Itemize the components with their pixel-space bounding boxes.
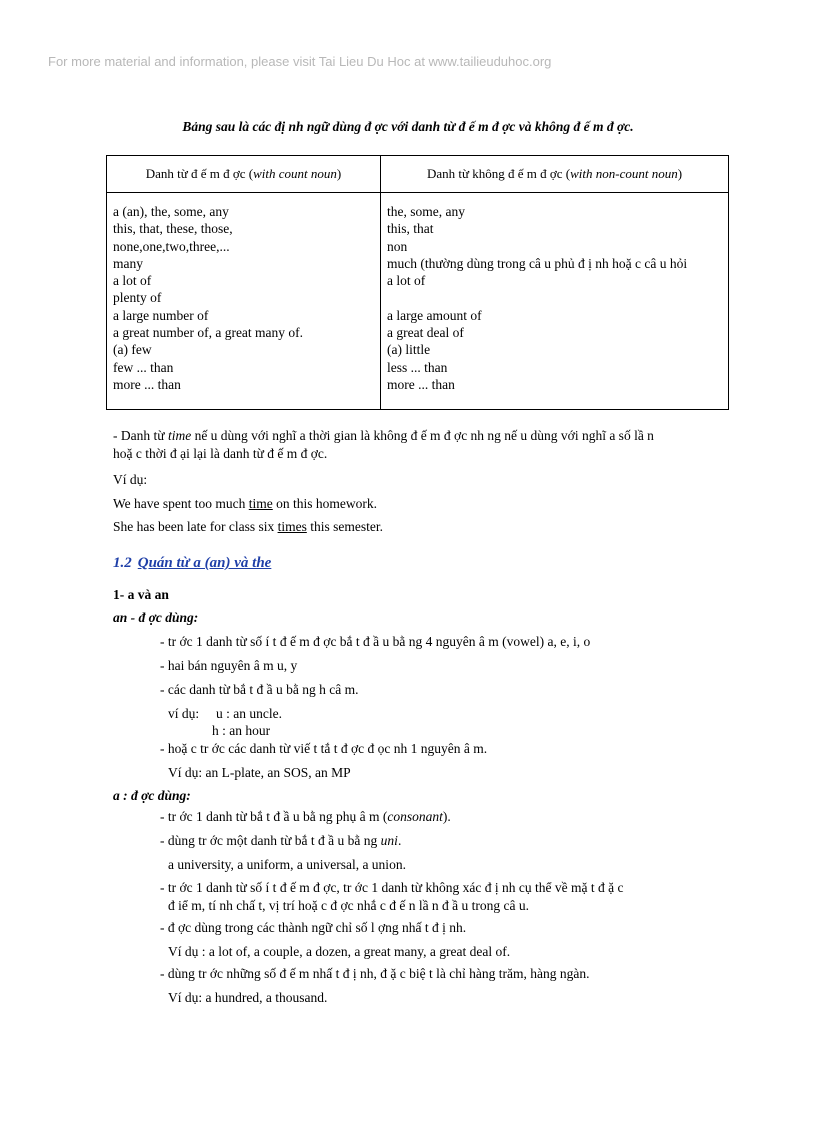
example-label: ví dụ: <box>168 706 200 721</box>
example-line: h : an hour <box>212 723 271 738</box>
a-usage-item-4: - đ ợc dùng trong các thành ngữ chỉ số l ợng nhấ t đ ị nh. <box>160 920 467 935</box>
determiner-table <box>106 155 729 410</box>
list-item: plenty of <box>113 290 162 306</box>
subheading-a-an: 1- a và an <box>113 587 169 602</box>
list-item: few ... than <box>113 359 174 375</box>
non-count-noun-cell <box>381 193 729 410</box>
section-heading <box>113 555 271 572</box>
header-count-noun: Danh từ đ ế m đ ợc (with count noun) <box>107 156 381 193</box>
table-header-row <box>107 156 729 193</box>
a-usage-item-3-cont: đ iể m, tí nh chấ t, vị trí hoặ c đ ợc nhắ c đ ế n lầ n đ ầ u trong câ u. <box>168 898 530 913</box>
list-item: (a) little <box>387 342 431 358</box>
note-time-line-2: hoặ c thời đ ại lại là danh từ đ ế m đ ợc. <box>113 446 328 461</box>
an-usage-item-4: - hoặ c tr ớc các danh từ viế t tắ t đ ợc đ ọc nh 1 nguyên â m. <box>160 741 488 756</box>
table-row <box>107 193 729 410</box>
count-noun-cell <box>107 193 381 410</box>
header-note: For more material and information, please visit Tai Lieu Du Hoc at www.tailieuduhoc.org <box>48 54 552 69</box>
example-label: Ví dụ: <box>113 472 148 487</box>
list-item: much (thường dùng trong câ u phủ đ ị nh hoặ c câ u hỏi <box>387 255 688 271</box>
a-usage-item-2: - dùng tr ớc một danh từ bắ t đ ầ u bằ ng uni. <box>160 833 402 848</box>
list-item: more ... than <box>113 376 181 392</box>
section-number: 1.2 <box>113 555 132 571</box>
note-time-line-1: - Danh từ time nế u dùng với nghĩ a thời gian là không đ ế m đ ợc nh ng nế u dùng với nghĩ a số lầ n <box>113 428 654 443</box>
list-item: none,one,two,three,... <box>113 238 230 254</box>
example-sentence-1: We have spent too much time on this homework. <box>113 496 378 511</box>
example-sentence-2: She has been late for class six times this semester. <box>113 519 383 534</box>
example-line: a university, a uniform, a universal, a union. <box>168 857 406 872</box>
header-non-count-noun: Danh từ không đ ế m đ ợc (with non-count noun) <box>381 156 729 193</box>
an-usage-item-1: - tr ớc 1 danh từ số í t đ ế m đ ợc bắ t đ ầ u bằ ng 4 nguyên â m (vowel) a, e, i, o <box>160 634 591 649</box>
a-usage-heading: a : đ ợc dùng: <box>113 788 191 803</box>
a-usage-item-5: - dùng tr ớc những số đ ế m nhấ t đ ị nh, đ ặ c biệ t là chỉ hàng trăm, hàng ngàn. <box>160 966 590 981</box>
example-line: Ví dụ : a lot of, a couple, a dozen, a great many, a great deal of. <box>168 944 511 959</box>
example-line: Ví dụ: a hundred, a thousand. <box>168 990 328 1005</box>
list-item: non <box>387 238 408 254</box>
a-usage-item-1: - tr ớc 1 danh từ bắ t đ ầ u bằ ng phụ â m (consonant). <box>160 809 451 824</box>
a-usage-item-3: - tr ớc 1 danh từ số í t đ ế m đ ợc, tr ớc 1 danh từ không xác đ ị nh cụ thể về mặ t đ ặ c <box>160 880 624 895</box>
example-line: u : an uncle. <box>216 706 282 721</box>
list-item: the, some, any <box>387 204 465 219</box>
list-item: less ... than <box>387 359 448 375</box>
list-item: this, that <box>387 221 434 237</box>
list-item: a great number of, a great many of. <box>113 325 304 341</box>
section-title-link[interactable]: Quán từ a (an) và the <box>137 555 272 571</box>
list-item: more ... than <box>387 376 455 392</box>
an-usage-heading: an - đ ợc dùng: <box>113 610 199 625</box>
list-item: a large number of <box>113 307 209 323</box>
example-line: Ví dụ: an L-plate, an SOS, an MP <box>168 765 351 780</box>
list-item: a lot of <box>387 273 426 289</box>
list-item-blank <box>387 289 722 306</box>
list-item: a (an), the, some, any <box>113 204 229 219</box>
list-item: many <box>113 255 143 271</box>
an-usage-item-2: - hai bán nguyên â m u, y <box>160 658 298 673</box>
list-item: a great deal of <box>387 325 464 341</box>
page-title: Bảng sau là các đị nh ngữ dùng đ ợc với danh từ đ ế m đ ợc và không đ ế m đ ợc. <box>182 119 634 134</box>
list-item: (a) few <box>113 342 152 358</box>
list-item: a large amount of <box>387 307 482 323</box>
an-usage-item-3: - các danh từ bắ t đ ầ u bằ ng h câ m. <box>160 682 359 697</box>
list-item: this, that, these, those, <box>113 221 233 237</box>
list-item: a lot of <box>113 273 152 289</box>
